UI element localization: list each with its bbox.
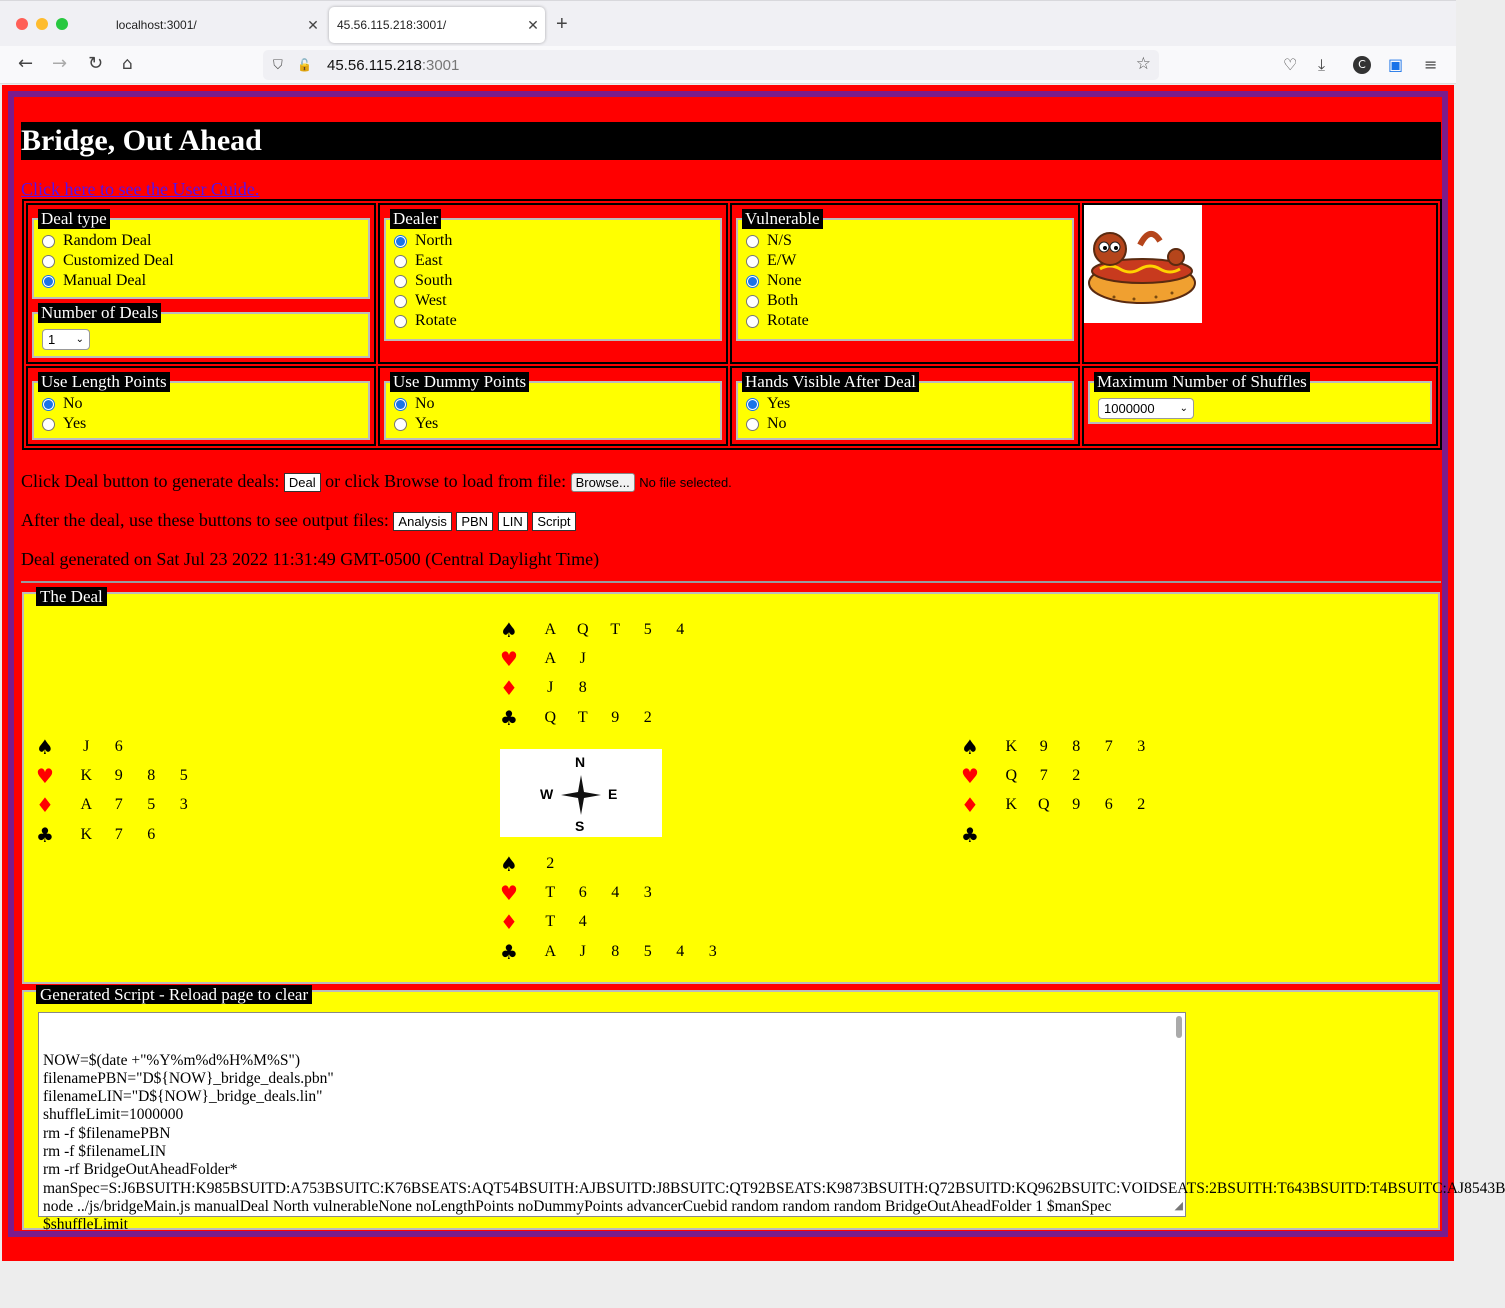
radio-circle[interactable] xyxy=(746,295,759,308)
max-shuffles-select[interactable] xyxy=(1098,398,1194,419)
bookmark-star-icon[interactable]: ☆ xyxy=(1135,54,1151,73)
radio-label: N/S xyxy=(767,232,792,249)
vulnerable-legend: Vulnerable xyxy=(742,209,823,229)
card: J xyxy=(579,942,586,960)
radio-label: Random Deal xyxy=(63,232,152,249)
radio-circle[interactable] xyxy=(394,255,407,268)
length-points-fieldset xyxy=(32,372,370,440)
south-clubs-row xyxy=(498,937,729,966)
dealer-legend: Dealer xyxy=(390,209,441,229)
card-list xyxy=(981,738,1158,756)
radio-both[interactable] xyxy=(746,291,1066,311)
card: 2 xyxy=(1072,766,1081,784)
script-textarea[interactable] xyxy=(38,1012,1505,1234)
max-shuffles-fieldset xyxy=(1088,372,1432,424)
number-of-deals-select[interactable] xyxy=(42,329,90,350)
radio-south[interactable] xyxy=(394,271,714,291)
radio-circle[interactable] xyxy=(746,315,759,328)
north-spades-row xyxy=(498,615,697,644)
select-value: 1000000 xyxy=(1104,401,1155,416)
compass-image xyxy=(500,749,662,837)
new-tab-button[interactable]: + xyxy=(556,13,568,35)
card-list xyxy=(520,621,697,639)
card: A xyxy=(80,796,93,814)
radio-circle[interactable] xyxy=(394,418,407,431)
heart-suit-icon: ♥ xyxy=(500,646,518,671)
radio-label: Both xyxy=(767,292,799,309)
deal-button[interactable]: Deal xyxy=(284,473,321,492)
compass-east-label: E xyxy=(608,786,618,802)
radio-label: West xyxy=(415,292,447,309)
east-clubs-row xyxy=(959,820,1158,849)
the-deal-panel xyxy=(22,587,1440,984)
browser-tab-2-active[interactable] xyxy=(329,7,545,43)
diamond-suit-icon: ♦ xyxy=(36,793,54,818)
radio-label: E/W xyxy=(767,252,797,269)
card: 9 xyxy=(114,766,123,784)
radio-ns[interactable] xyxy=(746,231,1066,251)
radio-ew[interactable] xyxy=(746,251,1066,271)
west-hearts-row xyxy=(34,761,200,790)
script-text: NOW=$(date +"%Y%m%d%H%M%S") filenamePBN="D${NOW}_bridge_deals.pbn" filenameLIN="D${NOW}_bridge_deals.lin" shuffleLimit=1000000 rm -f $filenamePBN rm -f $filenameLIN rm -rf BridgeOutAheadFolder* manSpec=S:J6BSUITH:K985BSUITD:A753BSUITC:K76BSEATS:AQT54BSUITH:AJBSUITD:J8BSUITC:QT92BSEATS:K9873BSUITH:Q72BSUITD:KQ962BSUITC:VOIDSEATS:2BSUITH:T643BSUITD:T4BSUITC:AJ8543B node ../js/bridgeMain.js manualDeal North vulnerableNone noLengthPoints noDummyPoints advancerCuebid random random random BridgeOutAheadFolder 1 $manSpec $shuffleLimit xyxy=(43,1051,1505,1234)
page-title: Bridge, Out Ahead xyxy=(21,122,1441,160)
card: T xyxy=(545,883,556,901)
browse-button[interactable]: Browse... xyxy=(571,473,635,492)
radio-length-yes[interactable] xyxy=(42,414,362,434)
radio-manual-deal[interactable] xyxy=(42,271,362,291)
radio-label: Customized Deal xyxy=(63,252,174,269)
compass-star-icon xyxy=(561,775,601,815)
card: 6 xyxy=(147,825,156,843)
radio-circle[interactable] xyxy=(42,255,55,268)
max-shuffles-legend: Maximum Number of Shuffles xyxy=(1094,372,1310,392)
maximize-window-button[interactable] xyxy=(56,18,68,30)
divider xyxy=(21,581,1441,583)
card: 5 xyxy=(643,942,652,960)
output-line xyxy=(21,510,576,531)
url-port: :3001 xyxy=(421,56,460,74)
generated-on-text: Deal generated on Sat Jul 23 2022 11:31:49 GMT-0500 (Central Daylight Time) xyxy=(21,549,600,569)
no-file-text: No file selected. xyxy=(639,475,732,490)
card: K xyxy=(80,825,93,843)
card-list xyxy=(981,767,1093,785)
club-suit-icon: ♣ xyxy=(961,822,979,847)
radio-label: Rotate xyxy=(767,312,809,329)
radio-dummy-no[interactable] xyxy=(394,394,714,414)
heart-suit-icon: ♥ xyxy=(961,763,979,788)
forward-icon[interactable]: → xyxy=(52,53,68,74)
card-list xyxy=(520,943,729,961)
card: A xyxy=(544,649,557,667)
card: 6 xyxy=(578,883,587,901)
radio-circle[interactable] xyxy=(746,418,759,431)
select-value: 1 xyxy=(48,332,56,347)
card: K xyxy=(1005,796,1018,814)
card: 2 xyxy=(1137,796,1146,814)
browser-tab-1[interactable] xyxy=(100,7,325,43)
radio-circle[interactable] xyxy=(746,255,759,268)
length-points-legend: Use Length Points xyxy=(38,372,170,392)
radio-circle-selected[interactable] xyxy=(42,275,55,288)
diamond-suit-icon: ♦ xyxy=(961,793,979,818)
extension-icon[interactable]: ▣ xyxy=(1388,55,1404,74)
pocket-icon[interactable]: ♡ xyxy=(1283,55,1298,74)
card: 5 xyxy=(643,620,652,638)
reload-icon[interactable]: ↻ xyxy=(88,53,104,74)
options-table xyxy=(22,199,1442,450)
spade-suit-icon: ♠ xyxy=(961,734,979,759)
card-list xyxy=(520,650,599,668)
east-hand xyxy=(959,732,1158,849)
insecure-lock-icon[interactable]: 🔓 xyxy=(297,58,312,72)
card: Q xyxy=(1037,796,1050,814)
card: J xyxy=(579,649,586,667)
chevron-down-icon: ⌄ xyxy=(1179,403,1188,414)
close-tab-icon[interactable]: ✕ xyxy=(307,16,319,33)
card: 7 xyxy=(114,825,123,843)
chevron-down-icon: ⌄ xyxy=(75,334,84,345)
menu-icon[interactable]: ≡ xyxy=(1424,55,1438,74)
shield-icon[interactable]: ⛉ xyxy=(273,57,283,72)
card: 5 xyxy=(147,796,156,814)
card-list xyxy=(981,796,1158,814)
card: 9 xyxy=(1072,796,1081,814)
card-list xyxy=(520,913,599,931)
account-icon[interactable]: C xyxy=(1353,56,1371,74)
radio-label: North xyxy=(415,232,453,249)
radio-label: Manual Deal xyxy=(63,272,147,289)
card: 2 xyxy=(546,854,555,872)
radio-label: Yes xyxy=(767,395,791,412)
radio-rotate-dealer[interactable] xyxy=(394,311,714,331)
card-list xyxy=(520,709,664,727)
url-host: 45.56.115.218 xyxy=(327,56,422,74)
number-of-deals-fieldset xyxy=(32,303,370,358)
spade-suit-icon: ♠ xyxy=(36,734,54,759)
card: 6 xyxy=(114,737,123,755)
radio-circle-selected[interactable] xyxy=(394,398,407,411)
radio-circle-selected[interactable] xyxy=(746,398,759,411)
card: Q xyxy=(544,708,557,726)
hands-visible-fieldset xyxy=(736,372,1074,440)
the-deal-legend: The Deal xyxy=(36,587,107,606)
radio-label: No xyxy=(767,415,787,432)
radio-circle[interactable] xyxy=(394,295,407,308)
radio-west[interactable] xyxy=(394,291,714,311)
card: K xyxy=(1005,737,1018,755)
card: 3 xyxy=(1137,737,1146,755)
deal-type-legend: Deal type xyxy=(38,209,110,229)
home-icon[interactable]: ⌂ xyxy=(122,54,133,74)
card: 3 xyxy=(643,883,652,901)
north-hand xyxy=(498,615,697,732)
card: Q xyxy=(576,620,589,638)
west-clubs-row xyxy=(34,820,200,849)
card-list xyxy=(56,826,168,844)
compass-west-label: W xyxy=(540,786,554,802)
radio-label: None xyxy=(767,272,802,289)
south-spades-row xyxy=(498,849,729,878)
lin-button[interactable]: LIN xyxy=(498,512,528,531)
tab-label: 45.56.115.218:3001/ xyxy=(337,18,447,32)
east-spades-row xyxy=(959,732,1158,761)
scrollbar-thumb[interactable] xyxy=(1176,1016,1182,1038)
card: 3 xyxy=(708,942,717,960)
close-tab-icon[interactable]: ✕ xyxy=(527,16,539,33)
south-diamonds-row xyxy=(498,908,729,937)
dummy-points-fieldset xyxy=(384,372,722,440)
card: 7 xyxy=(114,796,123,814)
browser-tab-bar xyxy=(0,0,1456,46)
west-diamonds-row xyxy=(34,791,200,820)
url-bar[interactable] xyxy=(263,50,1159,80)
dummy-points-legend: Use Dummy Points xyxy=(390,372,529,392)
card: Q xyxy=(1005,766,1018,784)
radio-label: No xyxy=(415,395,435,412)
card: 2 xyxy=(643,708,652,726)
hotdog-logo-image xyxy=(1084,205,1202,323)
back-icon[interactable]: ← xyxy=(18,53,34,74)
card: 4 xyxy=(611,883,620,901)
card: T xyxy=(545,913,556,931)
browser-nav-bar xyxy=(0,46,1456,84)
card: T xyxy=(610,620,621,638)
radio-label: East xyxy=(415,252,443,269)
west-hand xyxy=(34,732,200,849)
vulnerable-fieldset xyxy=(736,209,1074,341)
card-list xyxy=(520,855,567,873)
heart-suit-icon: ♥ xyxy=(36,763,54,788)
compass-south-label: S xyxy=(575,818,585,834)
card-list xyxy=(56,738,135,756)
south-hand xyxy=(498,849,729,966)
card: J xyxy=(83,737,90,755)
dealer-fieldset xyxy=(384,209,722,341)
radio-circle[interactable] xyxy=(42,418,55,431)
card: A xyxy=(544,942,557,960)
card: 3 xyxy=(179,796,188,814)
radio-dummy-yes[interactable] xyxy=(394,414,714,434)
radio-label: South xyxy=(415,272,453,289)
analysis-button[interactable]: Analysis xyxy=(393,512,451,531)
north-clubs-row xyxy=(498,703,697,732)
card: K xyxy=(80,766,93,784)
radio-circle-selected[interactable] xyxy=(394,235,407,248)
resize-handle-icon[interactable]: ◢ xyxy=(1174,1198,1183,1212)
radio-circle[interactable] xyxy=(42,235,55,248)
window-controls xyxy=(16,18,68,30)
radio-label: Rotate xyxy=(415,312,457,329)
card: 4 xyxy=(676,942,685,960)
card: 4 xyxy=(578,913,587,931)
card: T xyxy=(577,708,588,726)
card: 6 xyxy=(1104,796,1113,814)
card: 7 xyxy=(1039,766,1048,784)
spade-suit-icon: ♠ xyxy=(500,851,518,876)
number-of-deals-legend: Number of Deals xyxy=(38,303,161,323)
diamond-suit-icon: ♦ xyxy=(500,676,518,701)
radio-visible-yes[interactable] xyxy=(746,394,1066,414)
radio-none[interactable] xyxy=(746,271,1066,291)
radio-circle[interactable] xyxy=(394,275,407,288)
radio-customized-deal[interactable] xyxy=(42,251,362,271)
heart-suit-icon: ♥ xyxy=(500,880,518,905)
deal-type-fieldset xyxy=(32,209,370,299)
east-hearts-row xyxy=(959,761,1158,790)
east-diamonds-row xyxy=(959,791,1158,820)
user-guide-link[interactable]: Click here to see the User Guide. xyxy=(21,179,260,199)
download-icon[interactable]: ⤓ xyxy=(1318,55,1326,74)
hands-visible-legend: Hands Visible After Deal xyxy=(742,372,919,392)
radio-label: Yes xyxy=(415,415,439,432)
close-window-button[interactable] xyxy=(16,18,28,30)
card-list xyxy=(520,679,599,697)
radio-circle[interactable] xyxy=(394,315,407,328)
radio-visible-no[interactable] xyxy=(746,414,1066,434)
pbn-button[interactable]: PBN xyxy=(456,512,493,531)
west-spades-row xyxy=(34,732,200,761)
minimize-window-button[interactable] xyxy=(36,18,48,30)
diamond-suit-icon: ♦ xyxy=(500,910,518,935)
radio-rotate-vulnerable[interactable] xyxy=(746,311,1066,331)
card: 9 xyxy=(1039,737,1048,755)
deal-line-middle: or click Browse to load from file: xyxy=(325,471,567,491)
card: 9 xyxy=(611,708,620,726)
script-button[interactable]: Script xyxy=(532,512,575,531)
radio-length-no[interactable] xyxy=(42,394,362,414)
page-frame xyxy=(8,91,1505,1237)
radio-east[interactable] xyxy=(394,251,714,271)
club-suit-icon: ♣ xyxy=(500,939,518,964)
spade-suit-icon: ♠ xyxy=(500,617,518,642)
output-line-prefix: After the deal, use these buttons to see output files: xyxy=(21,510,389,530)
card-list xyxy=(56,767,200,785)
page-body xyxy=(2,85,1505,1261)
deal-line xyxy=(21,471,732,492)
club-suit-icon: ♣ xyxy=(36,822,54,847)
card: 8 xyxy=(1072,737,1081,755)
card: 8 xyxy=(611,942,620,960)
card: 7 xyxy=(1104,737,1113,755)
script-legend: Generated Script - Reload page to clear xyxy=(36,985,312,1004)
radio-random-deal[interactable] xyxy=(42,231,362,251)
tab-label: localhost:3001/ xyxy=(116,18,197,32)
radio-circle-selected[interactable] xyxy=(42,398,55,411)
generated-script-panel xyxy=(22,985,1505,1234)
card-list xyxy=(56,796,200,814)
card: A xyxy=(544,620,557,638)
radio-circle[interactable] xyxy=(746,235,759,248)
radio-label: Yes xyxy=(63,415,87,432)
card: 4 xyxy=(676,620,685,638)
north-diamonds-row xyxy=(498,674,697,703)
card: 8 xyxy=(578,679,587,697)
card: J xyxy=(547,679,554,697)
club-suit-icon: ♣ xyxy=(500,705,518,730)
compass-north-label: N xyxy=(575,754,586,770)
radio-north[interactable] xyxy=(394,231,714,251)
card: 8 xyxy=(147,766,156,784)
north-hearts-row xyxy=(498,644,697,673)
card: 5 xyxy=(179,766,188,784)
radio-label: No xyxy=(63,395,83,412)
radio-circle-selected[interactable] xyxy=(746,275,759,288)
south-hearts-row xyxy=(498,878,729,907)
card-list xyxy=(520,884,664,902)
deal-line-prefix: Click Deal button to generate deals: xyxy=(21,471,280,491)
